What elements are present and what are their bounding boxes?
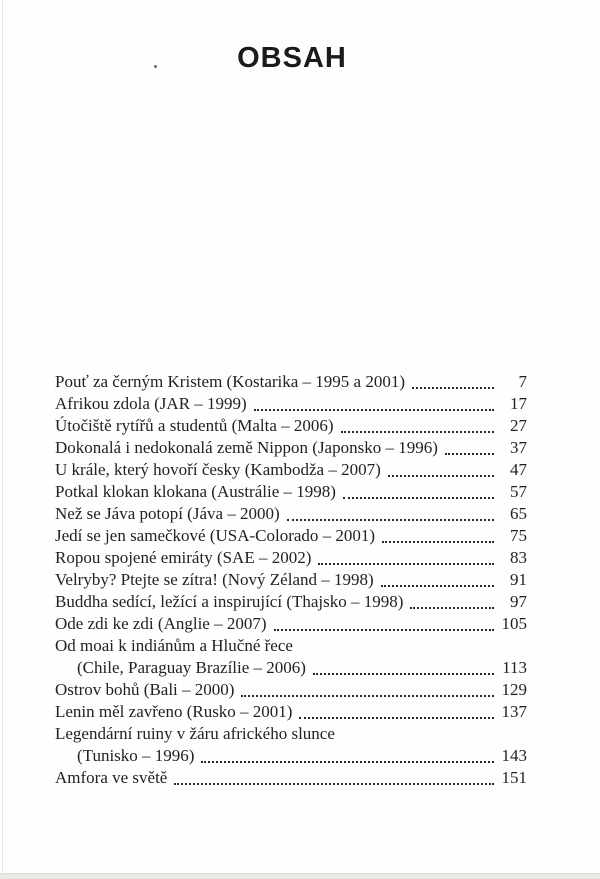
toc-entry-page-number: 27 (510, 416, 527, 435)
toc-entry-page-number: 7 (518, 372, 527, 391)
toc-entry-line (55, 547, 527, 569)
toc-entry-title: Amfora ve světě (55, 768, 168, 787)
toc-entry-page-number: 75 (510, 526, 527, 545)
toc-entry-title: Potkal klokan klokana (Austrálie – 1998) (55, 482, 336, 501)
dot-leader (306, 657, 497, 679)
toc-entry-title: (Tunisko – 1996) (77, 746, 195, 765)
dot-leader (247, 393, 497, 415)
toc-entry-title: Útočiště rytířů a studentů (Malta – 2006) (55, 416, 334, 435)
dot-leader (194, 745, 497, 767)
toc-entry-page-number: 65 (510, 504, 527, 523)
dot-leader (334, 415, 497, 437)
toc-entry-line (55, 371, 527, 393)
toc-entry-title: Velryby? Ptejte se zítra! (Nový Zéland – 1998) (55, 570, 374, 589)
toc-entry-line (55, 481, 527, 503)
toc-entry-page-number: 83 (510, 548, 527, 567)
toc-entry-line (55, 437, 527, 459)
toc-entry-page-number: 113 (502, 658, 527, 677)
toc-entry-line (55, 459, 527, 481)
toc-entry-line (55, 745, 527, 767)
toc-entry-title: Od moai k indiánům a Hlučné řece (55, 636, 293, 655)
toc-entry-page-number: 129 (501, 680, 527, 699)
dot-leader (438, 437, 497, 459)
dot-leader (280, 503, 497, 525)
toc-entry-page-number: 17 (510, 394, 527, 413)
toc-entry-page-number: 97 (510, 592, 527, 611)
toc-entry-line (55, 569, 527, 591)
dot-leader (267, 613, 498, 635)
toc-entry-page-number: 91 (510, 570, 527, 589)
scan-left-edge (2, 0, 3, 879)
toc-entry-title: Než se Jáva potopí (Jáva – 2000) (55, 504, 280, 523)
toc-entry-line (55, 701, 527, 723)
toc-entry-page-number: 137 (501, 702, 527, 721)
dot-leader (336, 481, 497, 503)
toc-entry-title: Legendární ruiny v žáru afrického slunce (55, 724, 335, 743)
toc-entry-line (55, 525, 527, 547)
toc-entry-line (55, 503, 527, 525)
toc-entry-line (55, 723, 527, 745)
toc-entry-line (55, 635, 527, 657)
toc-entry-page-number: 143 (501, 746, 527, 765)
toc-entry-line (55, 613, 527, 635)
dot-leader (292, 701, 497, 723)
toc-entry-title: U krále, který hovoří česky (Kambodža – 2007) (55, 460, 381, 479)
toc-entry-title: Ode zdi ke zdi (Anglie – 2007) (55, 614, 267, 633)
dot-leader (311, 547, 497, 569)
toc-entry-line (55, 657, 527, 679)
toc-entry-title: Jedí se jen samečkové (USA-Colorado – 2001) (55, 526, 376, 545)
toc-entry-line (55, 415, 527, 437)
toc-entry-line (55, 767, 527, 789)
dot-leader (374, 569, 497, 591)
toc-entry-title: Ostrov bohů (Bali – 2000) (55, 680, 235, 699)
toc-entry-line (55, 393, 527, 415)
dot-leader (381, 459, 497, 481)
dot-leader (234, 679, 497, 701)
scan-bottom-edge (0, 873, 600, 879)
dot-leader (375, 525, 497, 547)
toc-entry-title: Lenin měl zavřeno (Rusko – 2001) (55, 702, 293, 721)
toc-entry-title: Afrikou zdola (JAR – 1999) (55, 394, 247, 413)
toc-entry-page-number: 47 (510, 460, 527, 479)
toc-entry-title: Buddha sedící, ležící a inspirující (Thajsko – 1998) (55, 592, 404, 611)
dot-leader (167, 767, 497, 789)
page-title: OBSAH (237, 42, 347, 74)
toc-entry-page-number: 151 (501, 768, 527, 787)
toc-entry-page-number: 37 (510, 438, 527, 457)
toc-entry-title: Ropou spojené emiráty (SAE – 2002) (55, 548, 312, 567)
toc-entry-title: Pouť za černým Kristem (Kostarika – 1995 a 2001) (55, 372, 406, 391)
toc-entry-page-number: 105 (501, 614, 527, 633)
toc-entry-title: Dokonalá i nedokonalá země Nippon (Japonsko – 1996) (55, 438, 438, 457)
dot-leader (405, 371, 497, 393)
toc-entry-title: (Chile, Paraguay Brazílie – 2006) (77, 658, 306, 677)
toc-entry-line (55, 679, 527, 701)
toc-entry-page-number: 57 (510, 482, 527, 501)
dot-leader (403, 591, 497, 613)
toc-entry-line (55, 591, 527, 613)
table-of-contents (55, 371, 527, 789)
